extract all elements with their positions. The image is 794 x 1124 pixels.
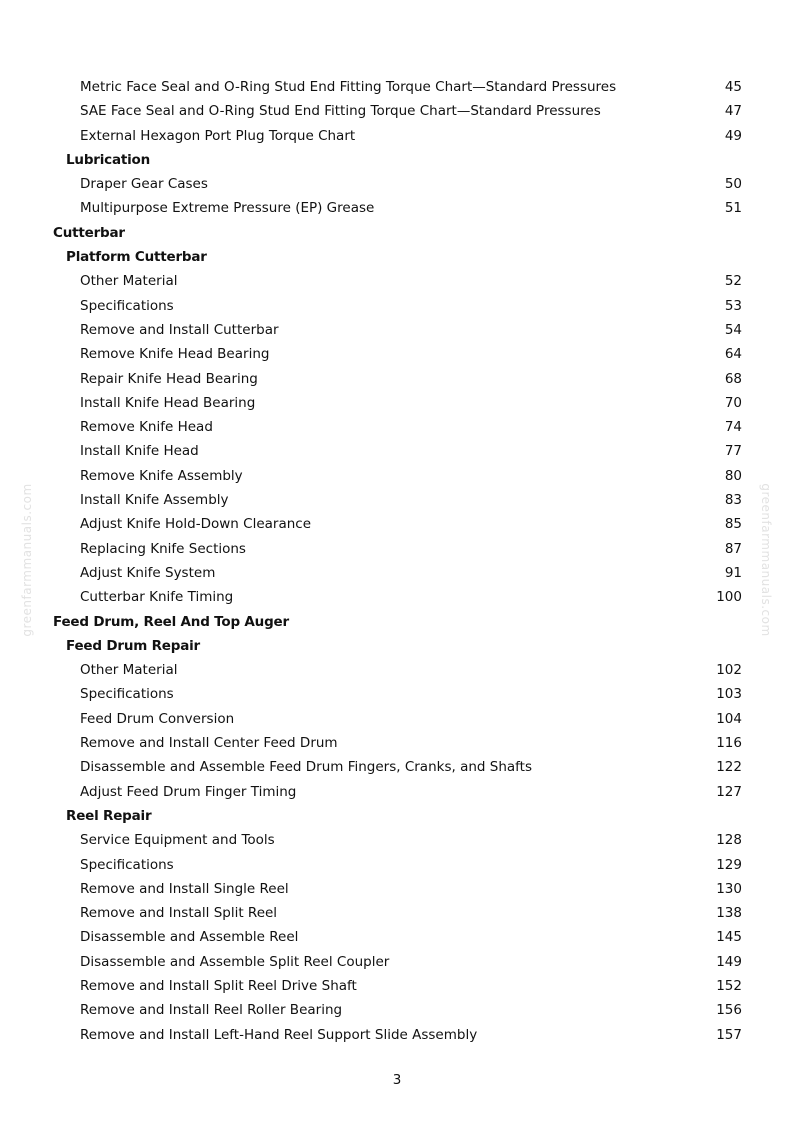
toc-entry-page: 157 [716,1026,742,1043]
toc-entry[interactable] [0,755,794,779]
toc-entry-title: Specifications [80,297,174,314]
toc-entry-title: Draper Gear Cases [80,176,208,193]
toc-entry-page: 54 [724,321,742,338]
toc-entry-page: 47 [724,103,742,120]
toc-entry-page: 122 [716,759,742,776]
toc-entry-page: 53 [724,297,742,314]
toc-entry[interactable] [0,172,794,196]
table-of-contents [0,75,794,1047]
toc-section-heading[interactable] [0,610,794,634]
toc-entry[interactable] [0,998,794,1022]
toc-entry[interactable] [0,537,794,561]
toc-entry[interactable] [0,318,794,342]
toc-entry-page: 138 [716,905,742,922]
toc-entry[interactable] [0,658,794,682]
toc-entry-title: Feed Drum Conversion [80,710,235,727]
toc-entry-page: 45 [724,79,742,95]
toc-entry-title: Remove and Install Cutterbar [80,321,279,338]
toc-entry[interactable] [0,75,794,99]
toc-entry-title: Disassemble and Assemble Reel [80,929,299,946]
toc-entry[interactable] [0,367,794,391]
toc-entry-title: Multipurpose Extreme Pressure (EP) Grease [80,200,375,217]
toc-entry-page: 85 [724,516,742,533]
toc-entry-title: Remove and Install Reel Roller Bearing [80,1002,343,1019]
watermark-left: greenfarmmanuals.com [20,483,34,637]
toc-entry-page: 104 [716,710,742,727]
toc-entry-title: Repair Knife Head Bearing [80,370,258,387]
toc-entry-page: 50 [724,176,742,193]
toc-entry-title: Remove Knife Head [80,419,213,436]
toc-entry[interactable] [0,512,794,536]
toc-entry-title: SAE Face Seal and O-Ring Stud End Fitting Torque Chart—Standard Pressures [80,103,601,120]
toc-entry-title: Remove and Install Left-Hand Reel Support Slide Assembly [80,1026,478,1043]
toc-entry-title: Service Equipment and Tools [80,832,275,849]
toc-entry-title: Metric Face Seal and O-Ring Stud End Fitting Torque Chart—Standard Pressures [80,79,617,95]
toc-entry-page: 149 [716,953,742,970]
toc-entry-title: External Hexagon Port Plug Torque Chart [80,127,356,144]
toc-entry-title: Reel Repair [66,807,152,824]
toc-entry[interactable] [0,269,794,293]
toc-entry[interactable] [0,780,794,804]
toc-entry-page: 87 [724,540,742,557]
toc-entry-title: Cutterbar Knife Timing [80,589,234,606]
toc-entry-page: 83 [724,492,742,509]
toc-entry-title: Remove Knife Head Bearing [80,346,270,363]
toc-entry-page: 128 [716,832,742,849]
toc-entry-title: Disassemble and Assemble Feed Drum Fingers, Cranks, and Shafts [80,759,532,776]
toc-entry[interactable] [0,464,794,488]
toc-entry[interactable] [0,342,794,366]
toc-entry[interactable] [0,731,794,755]
toc-entry-title: Adjust Knife Hold-Down Clearance [80,516,312,533]
toc-entry-page: 77 [724,443,742,460]
toc-entry[interactable] [0,439,794,463]
toc-entry-page: 52 [724,273,742,290]
toc-entry[interactable] [0,99,794,123]
toc-entry[interactable] [0,488,794,512]
toc-subsection-heading[interactable] [0,804,794,828]
toc-entry[interactable] [0,707,794,731]
toc-entry-title: Specifications [80,686,174,703]
toc-entry[interactable] [0,1023,794,1047]
toc-entry-page: 130 [716,880,742,897]
toc-entry-title: Cutterbar [53,224,125,241]
toc-entry-page: 51 [724,200,742,217]
toc-entry[interactable] [0,950,794,974]
toc-entry-title: Remove and Install Split Reel [80,905,278,922]
toc-entry-title: Other Material [80,662,178,679]
toc-entry-title: Install Knife Assembly [80,492,229,509]
toc-entry-page: 68 [724,370,742,387]
toc-entry-title: Adjust Knife System [80,564,216,581]
toc-entry-page: 80 [724,467,742,484]
toc-entry-title: Remove and Install Split Reel Drive Shaft [80,977,357,994]
toc-entry[interactable] [0,682,794,706]
toc-subsection-heading[interactable] [0,148,794,172]
toc-entry[interactable] [0,561,794,585]
toc-entry-title: Remove Knife Assembly [80,467,243,484]
toc-entry-page: 127 [716,783,742,800]
toc-entry[interactable] [0,124,794,148]
toc-entry-page: 70 [724,394,742,411]
toc-entry[interactable] [0,853,794,877]
toc-entry[interactable] [0,585,794,609]
toc-entry[interactable] [0,391,794,415]
toc-entry[interactable] [0,828,794,852]
toc-entry-title: Platform Cutterbar [66,249,207,266]
toc-entry-page: 91 [724,564,742,581]
toc-entry-page: 102 [716,662,742,679]
toc-entry[interactable] [0,415,794,439]
toc-subsection-heading[interactable] [0,245,794,269]
toc-entry-page: 116 [716,735,742,752]
toc-entry[interactable] [0,901,794,925]
toc-entry-title: Lubrication [66,151,151,168]
toc-entry-page: 152 [716,977,742,994]
toc-entry[interactable] [0,974,794,998]
toc-entry-title: Disassemble and Assemble Split Reel Coupler [80,953,390,970]
toc-entry[interactable] [0,294,794,318]
toc-entry-page: 129 [716,856,742,873]
toc-subsection-heading[interactable] [0,634,794,658]
toc-entry[interactable] [0,925,794,949]
toc-entry-title: Other Material [80,273,178,290]
toc-entry-page: 49 [724,127,742,144]
toc-entry-title: Replacing Knife Sections [80,540,246,557]
toc-entry-page: 100 [716,589,742,606]
toc-entry-page: 103 [716,686,742,703]
toc-entry-page: 145 [716,929,742,946]
toc-section-heading[interactable] [0,221,794,245]
toc-entry-title: Adjust Feed Drum Finger Timing [80,783,297,800]
toc-entry[interactable] [0,196,794,220]
toc-entry-title: Feed Drum, Reel And Top Auger [53,613,289,630]
toc-entry-title: Install Knife Head [80,443,199,460]
toc-entry-page: 156 [716,1002,742,1019]
toc-entry-title: Install Knife Head Bearing [80,394,256,411]
toc-entry-page: 64 [724,346,742,363]
toc-entry-title: Feed Drum Repair [66,637,201,654]
page-number: 3 [392,1072,402,1088]
toc-entry-page: 74 [724,419,742,436]
toc-entry[interactable] [0,877,794,901]
watermark-right: greenfarmmanuals.com [759,483,773,637]
toc-entry-title: Specifications [80,856,174,873]
toc-entry-title: Remove and Install Single Reel [80,880,289,897]
toc-entry-title: Remove and Install Center Feed Drum [80,735,338,752]
